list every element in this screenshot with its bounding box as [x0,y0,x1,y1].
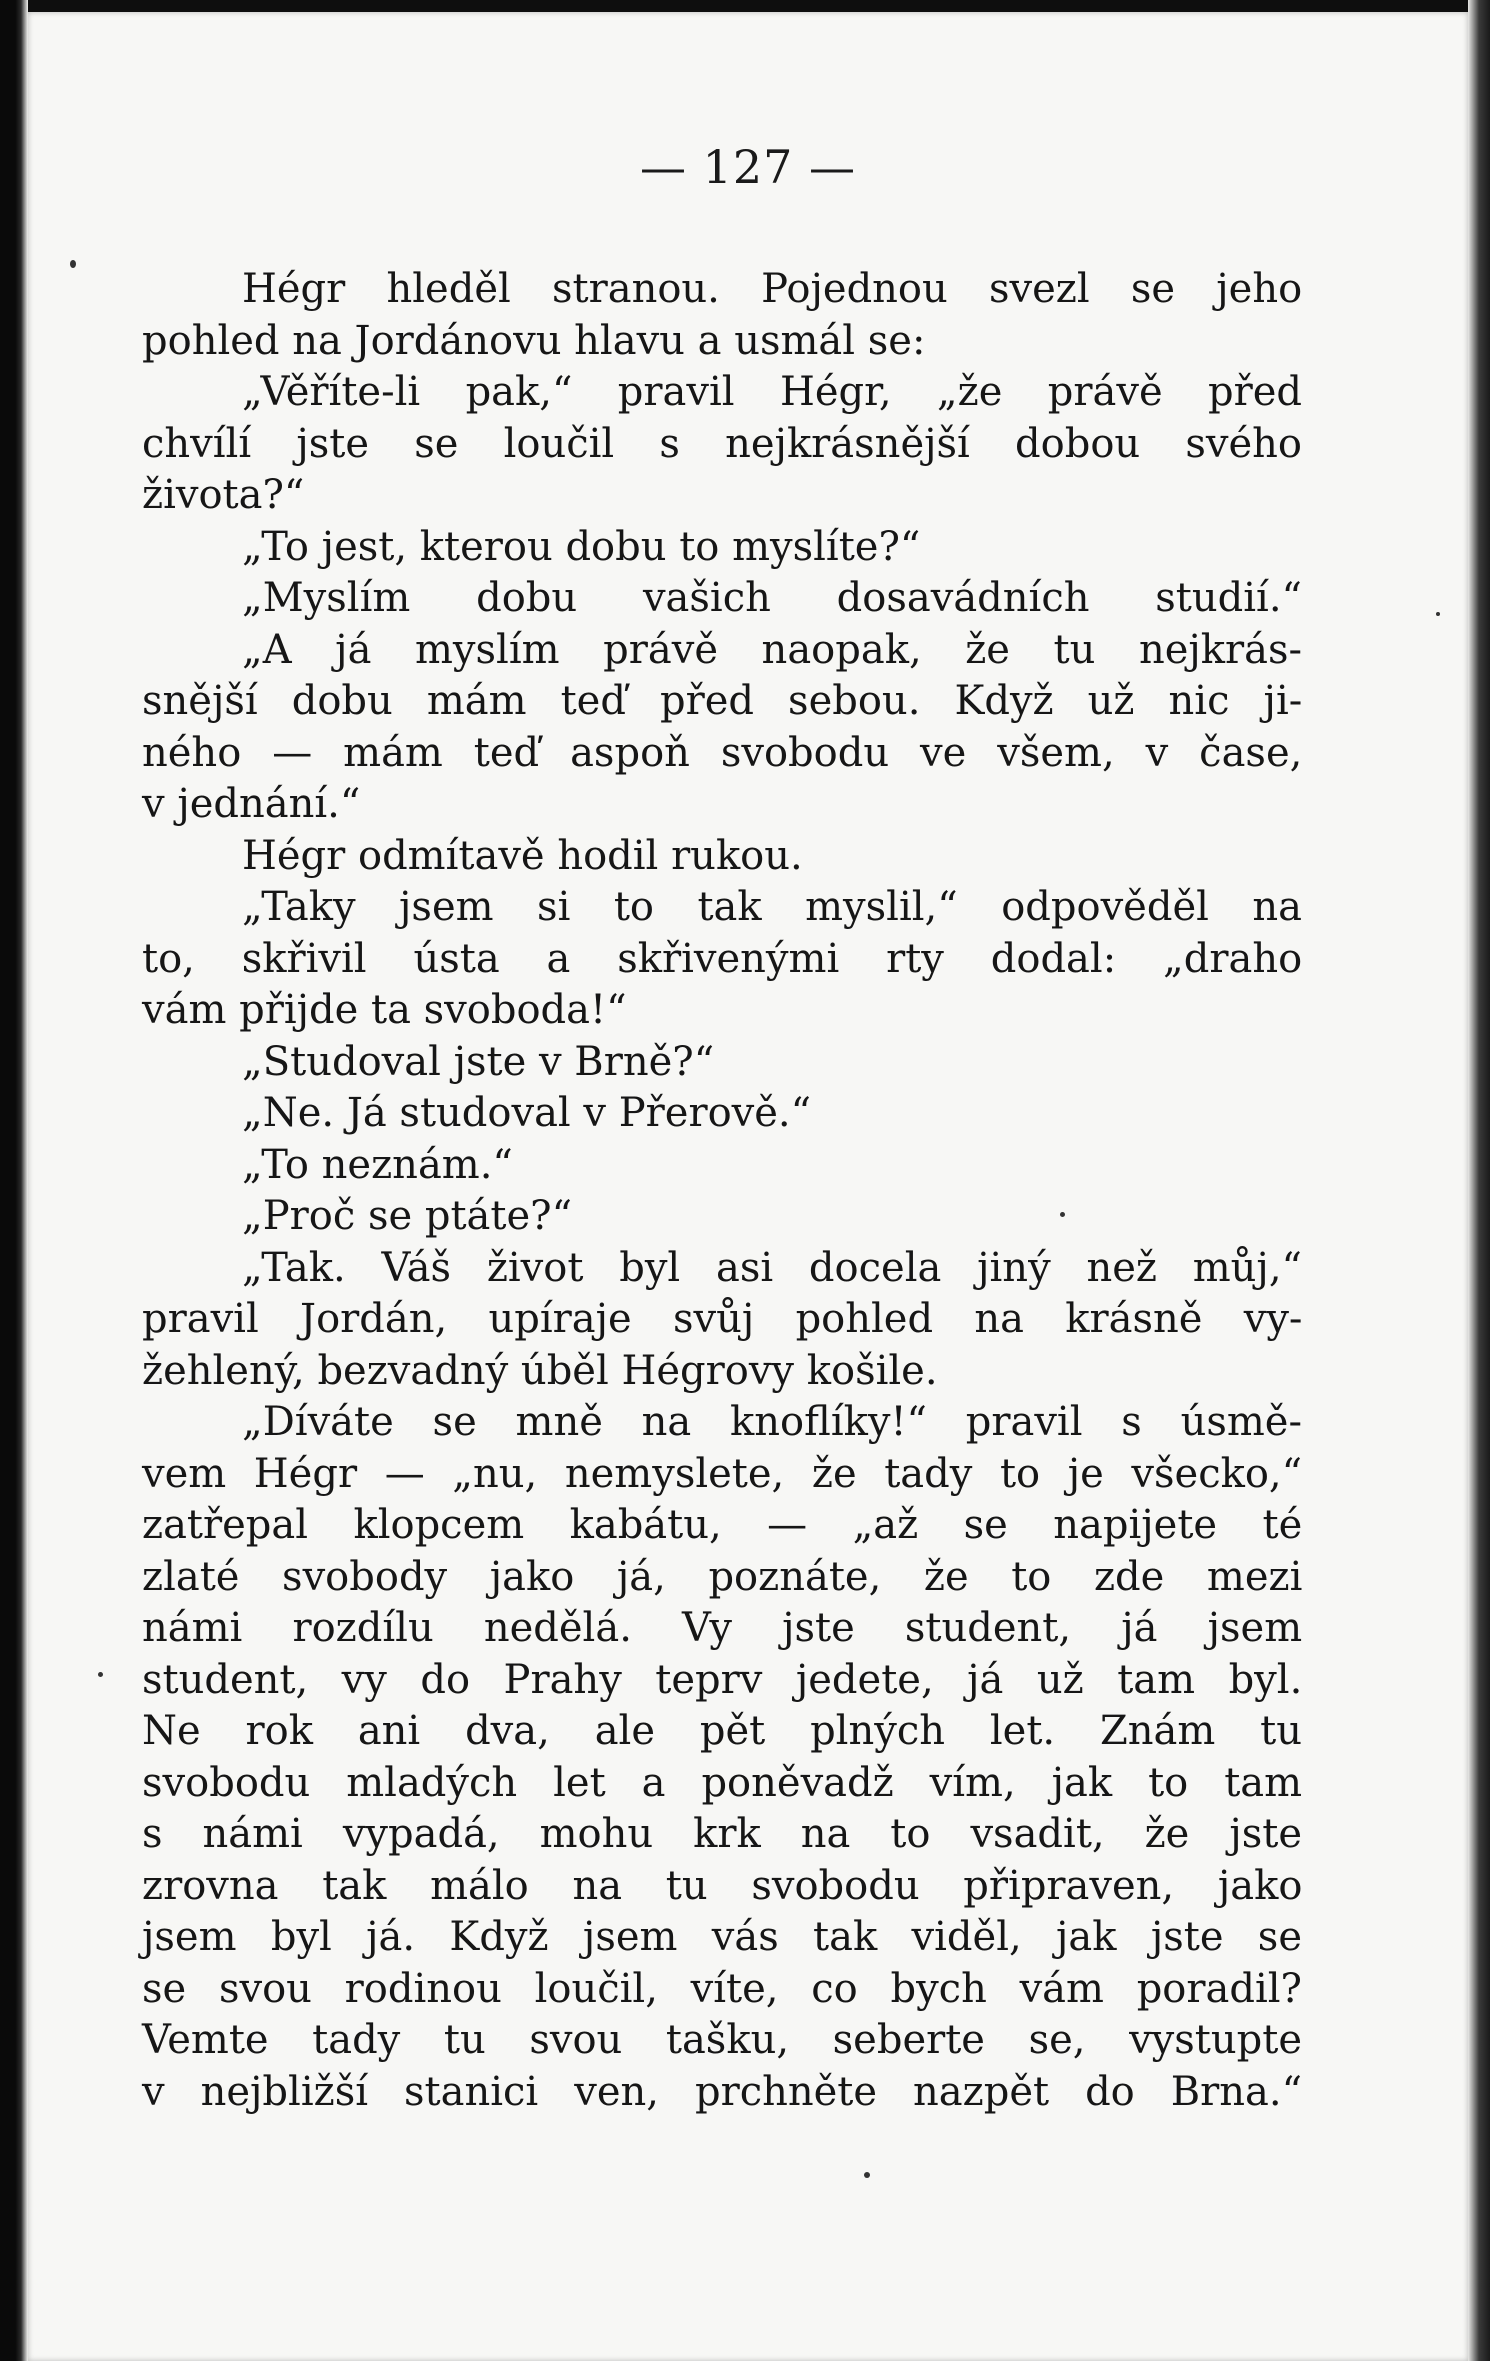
print-speck [98,1672,103,1677]
text-line: „To neznám.“ [242,1141,513,1188]
text-line: snější dobu mám teď před sebou. Když už nic ji- [142,678,1303,724]
body-text [142,264,1302,2118]
text-line: námi rozdílu nedělá. Vy jste student, já jsem [142,1605,1303,1651]
text-line: „Proč se ptáte?“ [242,1193,573,1239]
text-line: vám přijde ta svoboda!“ [142,987,627,1033]
text-line: „Studoval jste v Brně?“ [242,1038,715,1085]
text-line: „Tak. Váš život byl asi docela jiný než můj,“ [242,1244,1302,1291]
text-line: Hégr hleděl stranou. Pojednou svezl se jeho [242,266,1303,312]
text-line: pravil Jordán, upíraje svůj pohled na krásně vy- [142,1296,1303,1342]
text-line: života?“ [142,472,305,518]
text-line: „Ne. Já studoval v Přerově.“ [242,1090,812,1136]
text-line: „Díváte se mně na knoflíky!“ pravil s úsmě- [242,1399,1302,1445]
book-page [28,12,1468,2361]
left-scan-edge [0,0,28,2361]
text-line: Ne rok ani dva, ale pět plných let. Znám tu [142,1708,1302,1754]
text-line: student, vy do Prahy teprv jedete, já už tam byl. [142,1656,1303,1703]
text-line: v jednání.“ [142,781,361,827]
text-line: vem Hégr — „nu, nemyslete, že tady to je všecko,“ [142,1450,1303,1497]
text-line: zatřepal klopcem kabátu, — „až se napijete té [142,1502,1303,1548]
text-line: pohled na Jordánovu hlavu a usmál se: [142,317,926,364]
text-line: svobodu mladých let a poněvadž vím, jak to tam [142,1759,1303,1806]
text-line: to, skřivil ústa a skřivenými rty dodal: „draho [142,935,1303,982]
text-line: jsem byl já. Když jsem vás tak viděl, jak jste se [142,1914,1303,1960]
print-speck [1436,612,1440,616]
text-line: s námi vypadá, mohu krk na to vsadit, že jste [142,1811,1302,1857]
text-line: „To jest, kterou dobu to myslíte?“ [242,523,921,570]
page-number: — 127 — [639,140,857,194]
text-line: „Myslím dobu vašich dosavádních studií.“ [242,575,1302,621]
text-line: „Věříte-li pak,“ pravil Hégr, „že právě před [242,369,1303,415]
right-scan-edge [1468,0,1490,2361]
text-line: chvílí jste se loučil s nejkrásnější dobou svého [142,420,1302,467]
text-line: Hégr odmítavě hodil rukou. [242,832,803,879]
text-line: ného — mám teď aspoň svobodu ve všem, v čase, [142,729,1303,776]
text-line: Vemte tady tu svou tašku, seberte se, vystupte [142,2017,1302,2063]
text-line: „A já myslím právě naopak, že tu nejkrás- [242,626,1303,673]
text-line: zrovna tak málo na tu svobodu připraven, jako [142,1862,1303,1909]
print-speck [864,2172,870,2178]
text-line: žehlený, bezvadný úběl Hégrovy košile. [142,1347,938,1394]
print-speck [70,260,76,268]
text-line: „Taky jsem si to tak myslil,“ odpověděl na [242,884,1302,930]
text-line: v nejbližší stanici ven, prchněte nazpět do Brna.“ [142,2068,1303,2115]
print-speck [1060,1212,1065,1217]
text-line: se svou rodinou loučil, víte, co bych vám poradil? [142,1965,1302,2012]
text-line: zlaté svobody jako já, poznáte, že to zde mezi [142,1553,1303,1600]
